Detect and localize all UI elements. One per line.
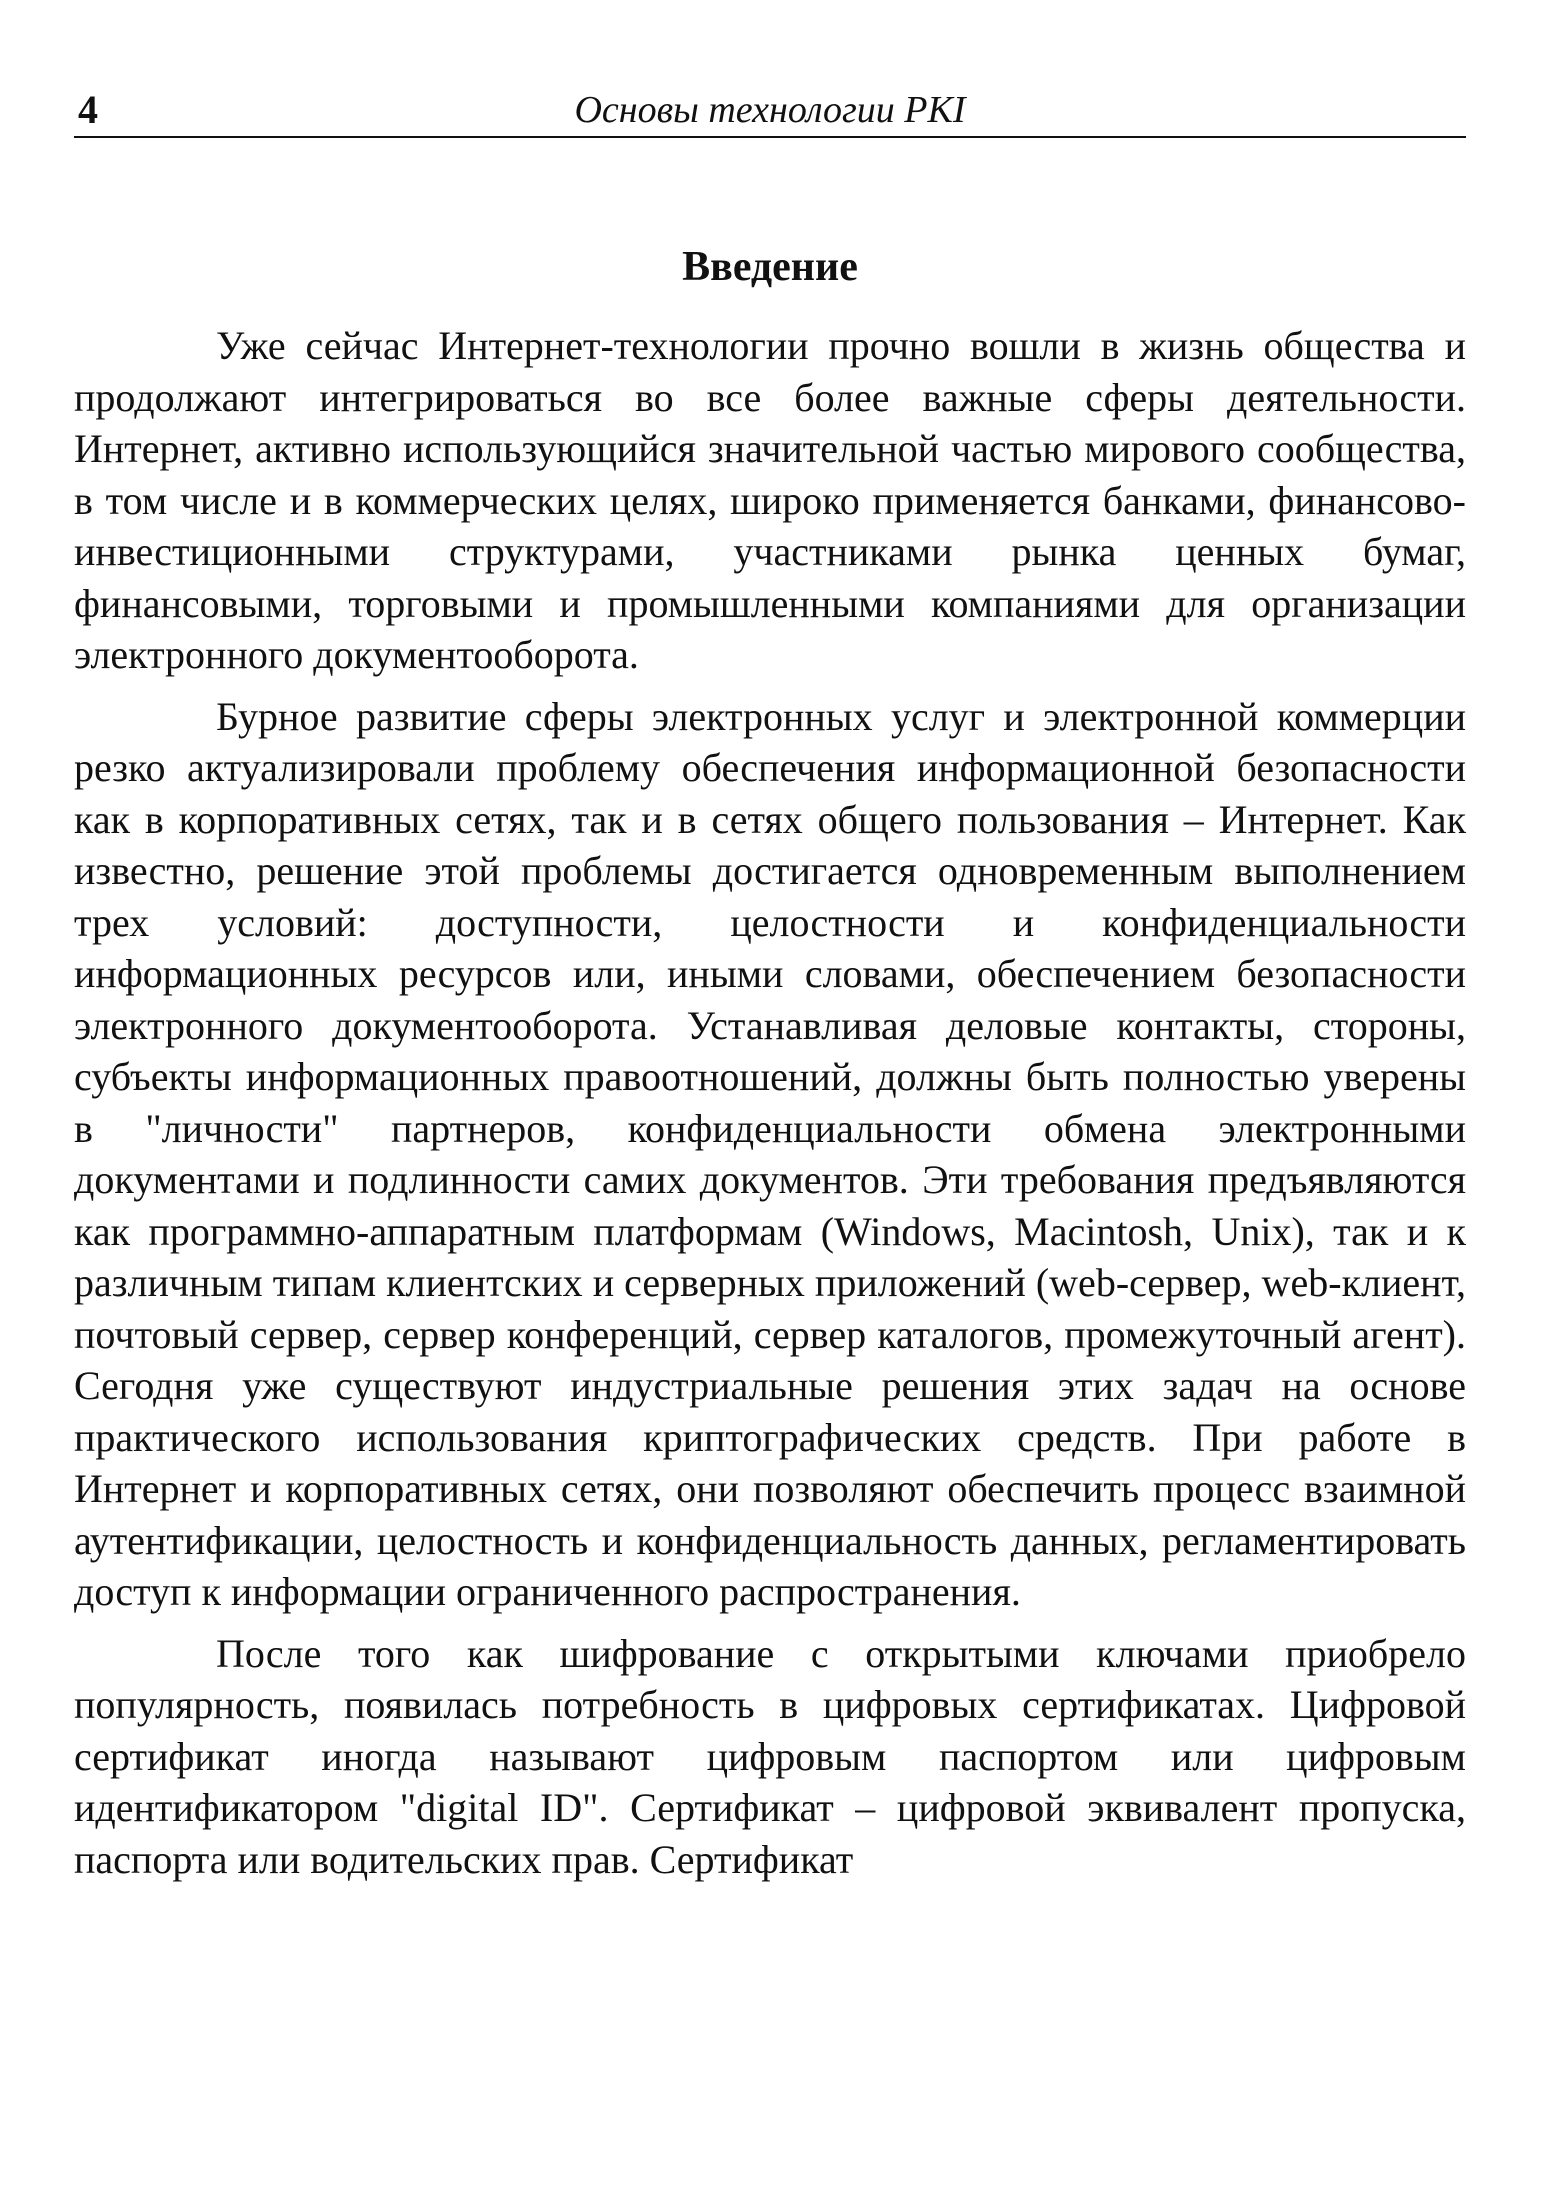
- page-number: 4: [78, 87, 98, 132]
- running-head: [74, 88, 1466, 138]
- running-title: Основы технологии PKI: [574, 89, 966, 131]
- paragraph: После того как шифрование с открытыми ключами приобрело популярность, появилась потребность в цифровых сертификатах. Цифровой сертификат иногда называют цифровым паспортом или цифровым идентификатором "digital ID". Сертификат – цифровой эквивалент пропуска, паспорта или водительских прав. Сертификат: [74, 1630, 1466, 1882]
- paragraph: Бурное развитие сферы электронных услуг и электронной коммерции резко актуализировали проблему обеспечения информационной безопасности как в корпоративных сетях, так и в сетях общего пользования – Интернет. Как известно, решение этой проблемы достигается одновременным выполнением трех условий: доступности, целостности и конфиденциальности информационных ресурсов или, иными словами, обеспечением безопасности электронного документооборота. Устанавливая деловые контакты, стороны, субъекты информационных правоотношений, должны быть полностью уверены в "личности" партнеров, конфиденциальности обмена электронными документами и подлинности самих документов. Эти требования предъявляются как программно-аппаратным платформам (Windows, Macintosh, Unix), так и к различным типам клиентских и серверных приложений (web-сервер, web-клиент, почтовый сервер, сервер конференций, сервер каталогов, промежуточный агент). Сегодня уже существуют индустриальные решения этих задач на основе практического использования криптографических средств. При работе в Интернет и корпоративных сетях, они позволяют обеспечить процесс взаимной аутентификации, целостность и конфиденциальность данных, регламентировать доступ к информации ограниченного распространения.: [74, 693, 1466, 1614]
- section-heading: Введение: [682, 244, 858, 290]
- paragraph: Уже сейчас Интернет-технологии прочно вошли в жизнь общества и продолжают интегрироваться во все более важные сферы деятельности. Интернет, активно использующийся значительной частью мирового сообщества, в том числе и в коммерческих целях, широко применяется банками, финансово-инвестиционными структурами, участниками рынка ценных бумаг, финансовыми, торговыми и промышленными компаниями для организации электронного документооборота.: [74, 323, 1466, 677]
- body-text: [74, 320, 1466, 1895]
